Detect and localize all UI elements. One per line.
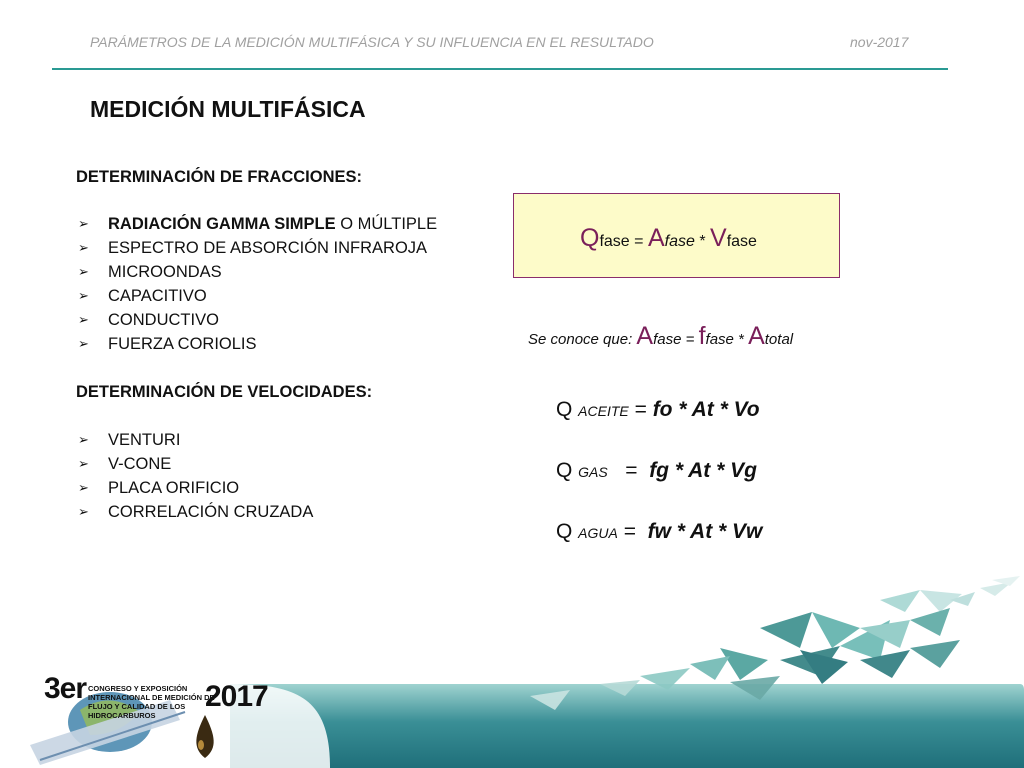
equation-gas: Q GAS = fg * At * Vg bbox=[556, 459, 757, 482]
arrow-bullet-icon: ➢ bbox=[78, 336, 89, 351]
arrow-bullet-icon: ➢ bbox=[78, 456, 89, 471]
header-title: PARÁMETROS DE LA MEDICIÓN MULTIFÁSICA Y SU INFLUENCIA EN EL RESULTADO bbox=[90, 34, 654, 50]
equation-oil: Q ACEITE = fo * At * Vo bbox=[556, 398, 760, 421]
list-item-label: FUERZA CORIOLIS bbox=[108, 335, 257, 353]
arrow-bullet-icon: ➢ bbox=[78, 240, 89, 255]
logo-year: 2017 bbox=[205, 680, 268, 713]
fractions-heading: DETERMINACIÓN DE FRACCIONES: bbox=[76, 168, 363, 186]
arrow-bullet-icon: ➢ bbox=[78, 504, 89, 519]
list-item-label: V-CONE bbox=[108, 455, 172, 473]
list-item-label: PLACA ORIFICIO bbox=[108, 479, 240, 497]
arrow-bullet-icon: ➢ bbox=[78, 216, 89, 231]
list-item-label: CONDUCTIVO bbox=[108, 311, 219, 329]
slide-title: MEDICIÓN MULTIFÁSICA bbox=[90, 96, 366, 122]
equation-water: Q AGUA = fw * At * Vw bbox=[556, 520, 763, 543]
logo-edition: 3er bbox=[44, 672, 87, 705]
list-item-label: MICROONDAS bbox=[108, 263, 222, 281]
logo-text: CONGRESO Y EXPOSICIÓN INTERNACIONAL DE MEDICIÓN DE FLUJO Y CALIDAD DE LOS HIDROCARBUROS bbox=[88, 684, 215, 720]
area-relation: Se conoce que: Afase = ffase * Atotal bbox=[528, 322, 794, 350]
list-item-bold: RADIACIÓN GAMMA SIMPLE bbox=[108, 215, 336, 233]
flow-formula: Qfase = Afase * Vfase bbox=[580, 224, 757, 252]
velocities-heading: DETERMINACIÓN DE VELOCIDADES: bbox=[76, 383, 373, 401]
list-item-rest: O MÚLTIPLE bbox=[335, 215, 438, 233]
arrow-bullet-icon: ➢ bbox=[78, 432, 89, 447]
arrow-bullet-icon: ➢ bbox=[78, 264, 89, 279]
list-item-label: ESPECTRO DE ABSORCIÓN INFRAROJA bbox=[108, 239, 428, 257]
list-item-label: VENTURI bbox=[108, 431, 181, 449]
header-date: nov-2017 bbox=[850, 34, 909, 50]
arrow-bullet-icon: ➢ bbox=[78, 288, 89, 303]
list-item-label: CORRELACIÓN CRUZADA bbox=[108, 503, 314, 521]
list-item-label: CAPACITIVO bbox=[108, 287, 207, 305]
arrow-bullet-icon: ➢ bbox=[78, 312, 89, 327]
arrow-bullet-icon: ➢ bbox=[78, 480, 89, 495]
